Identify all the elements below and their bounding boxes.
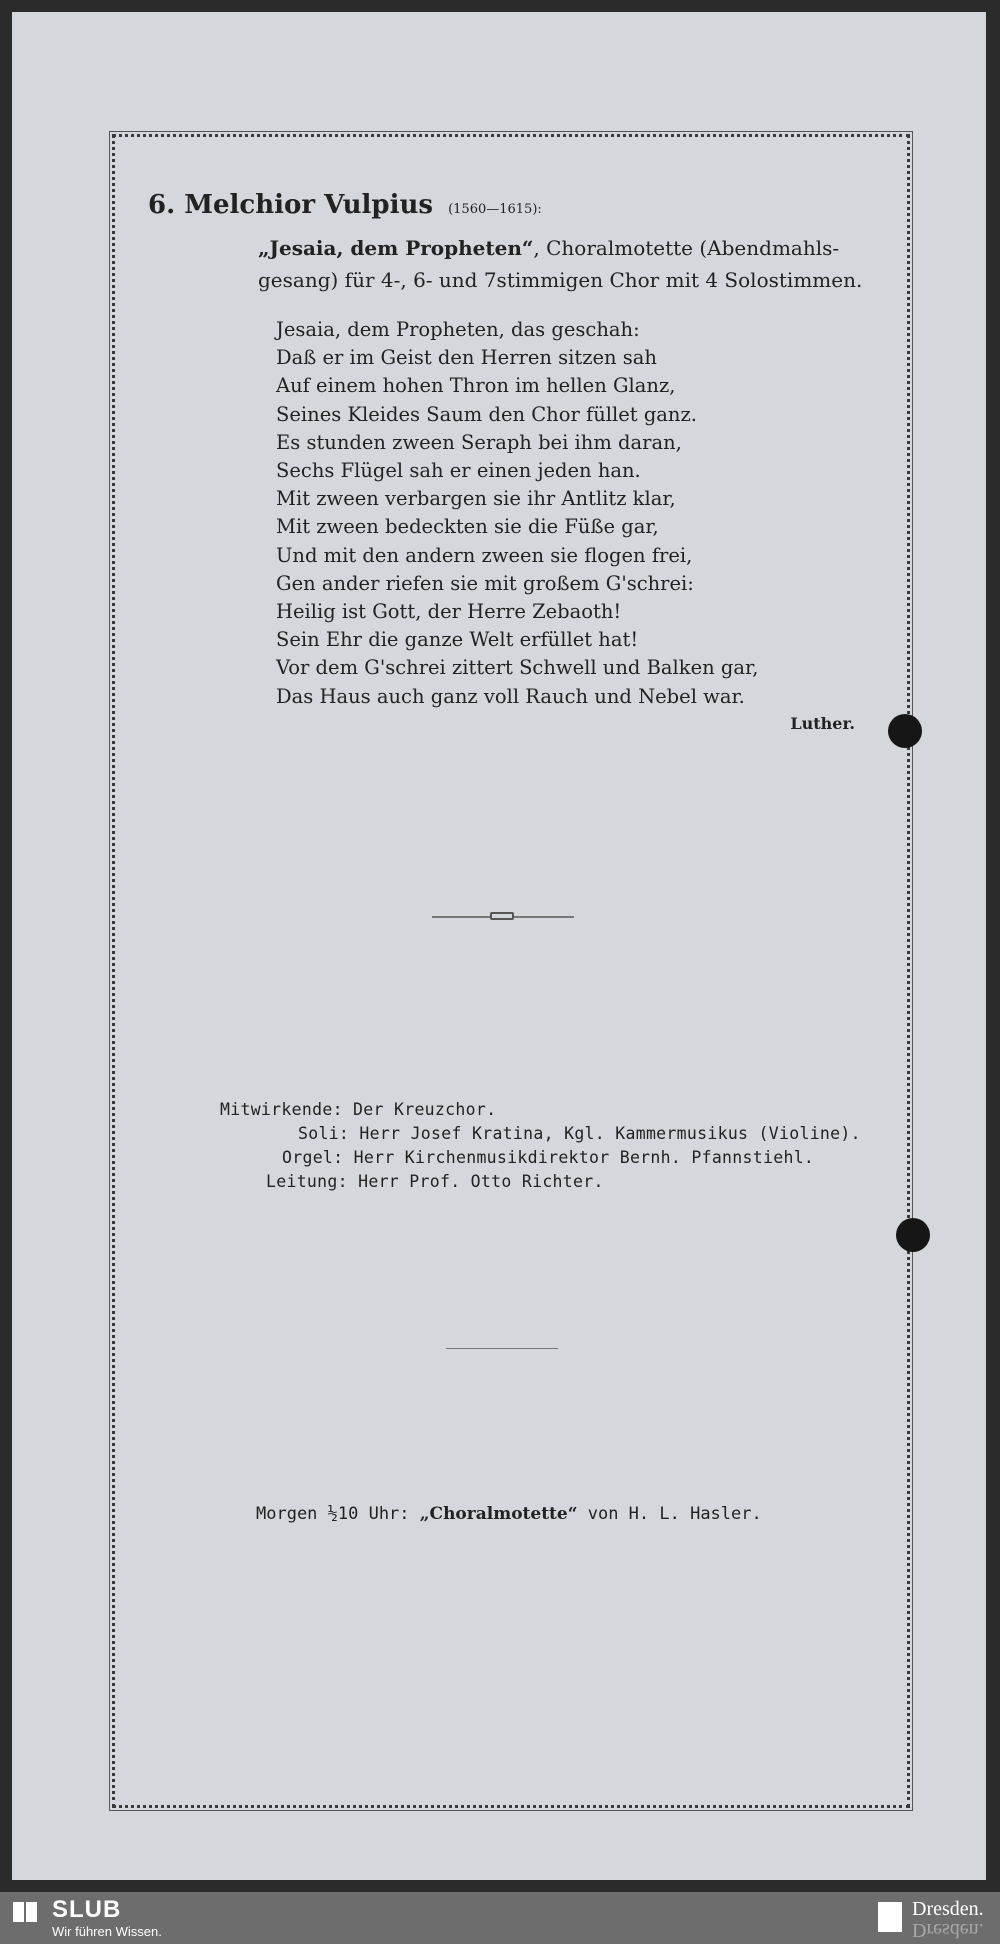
lyric-line: Mit zween verbargen sie ihr Antlitz klar, (276, 487, 676, 511)
lyric-line: Daß er im Geist den Herren sitzen sah (276, 346, 657, 370)
lyric-line: Auf einem hohen Thron im hellen Glanz, (276, 374, 676, 398)
city-name[interactable]: Dresden. (912, 1898, 984, 1920)
next-event-title: „Choralmotette“ (419, 1504, 578, 1524)
city-name-reflection: Dresden. (912, 1919, 984, 1941)
next-event-prefix: Morgen ½10 Uhr: (256, 1504, 420, 1524)
punch-hole-bottom (896, 1218, 930, 1252)
lyric-line: Jesaia, dem Propheten, das geschah: (276, 318, 640, 341)
credits-soloists: Soli: Herr Josef Kratina, Kgl. Kammermusikus (Violine). (298, 1124, 861, 1143)
lyric-line: Und mit den andern zween sie flogen frei, (276, 543, 693, 567)
credits-direction: Leitung: Herr Prof. Otto Richter. (266, 1172, 604, 1191)
punch-hole-top (888, 714, 922, 748)
lyric-line: Sein Ehr die ganze Welt erfüllet hat! (276, 628, 639, 652)
lyric-line: Das Haus auch ganz voll Rauch und Nebel war. (276, 684, 745, 708)
piece-details: , Choralmotette (Abendmahls-gesang) für 4-, 6- und 7stimmigen Chor mit 4 Solostimmen. (258, 236, 863, 292)
program-heading (148, 190, 542, 220)
lyric-line: Seines Kleides Saum den Chor füllet ganz. (276, 402, 697, 426)
composer-name: Melchior Vulpius (184, 190, 434, 220)
heading-number: 6. (148, 190, 176, 220)
lyric-line: Es stunden zween Seraph bei ihm daran, (276, 430, 682, 454)
library-tagline: Wir führen Wissen. (52, 1924, 162, 1939)
ornament-box (490, 912, 514, 920)
lyric-line: Sechs Flügel sah er einen jeden han. (276, 459, 641, 483)
rule-divider (446, 1348, 558, 1349)
credits-organ: Orgel: Herr Kirchenmusikdirektor Bernh. Pfannstiehl. (282, 1148, 815, 1167)
lyrics-block (276, 316, 758, 711)
piece-title: „Jesaia, dem Propheten“ (258, 236, 534, 260)
credits-block (220, 1098, 861, 1194)
book-icon[interactable] (12, 1900, 40, 1924)
credits-participants: Mitwirkende: Der Kreuzchor. (220, 1100, 497, 1119)
next-event-suffix: von H. L. Hasler. (577, 1504, 762, 1524)
lyric-line: Vor dem G'schrei zittert Schwell und Balken gar, (276, 656, 759, 680)
composer-dates: (1560—1615): (448, 202, 542, 217)
piece-description (258, 232, 878, 296)
lyric-line: Heilig ist Gott, der Herre Zebaoth! (276, 600, 622, 624)
city-crest-icon[interactable] (878, 1902, 902, 1932)
library-footer-bar (0, 1892, 1000, 1944)
lyrics-author: Luther. (790, 714, 855, 733)
lyric-line: Gen ander riefen sie mit großem G'schrei: (276, 571, 694, 595)
lyric-line: Mit zween bedeckten sie die Füße gar, (276, 515, 659, 539)
library-name[interactable]: SLUB (52, 1896, 122, 1923)
ornament-divider (432, 916, 574, 918)
next-event-note (256, 1504, 762, 1524)
